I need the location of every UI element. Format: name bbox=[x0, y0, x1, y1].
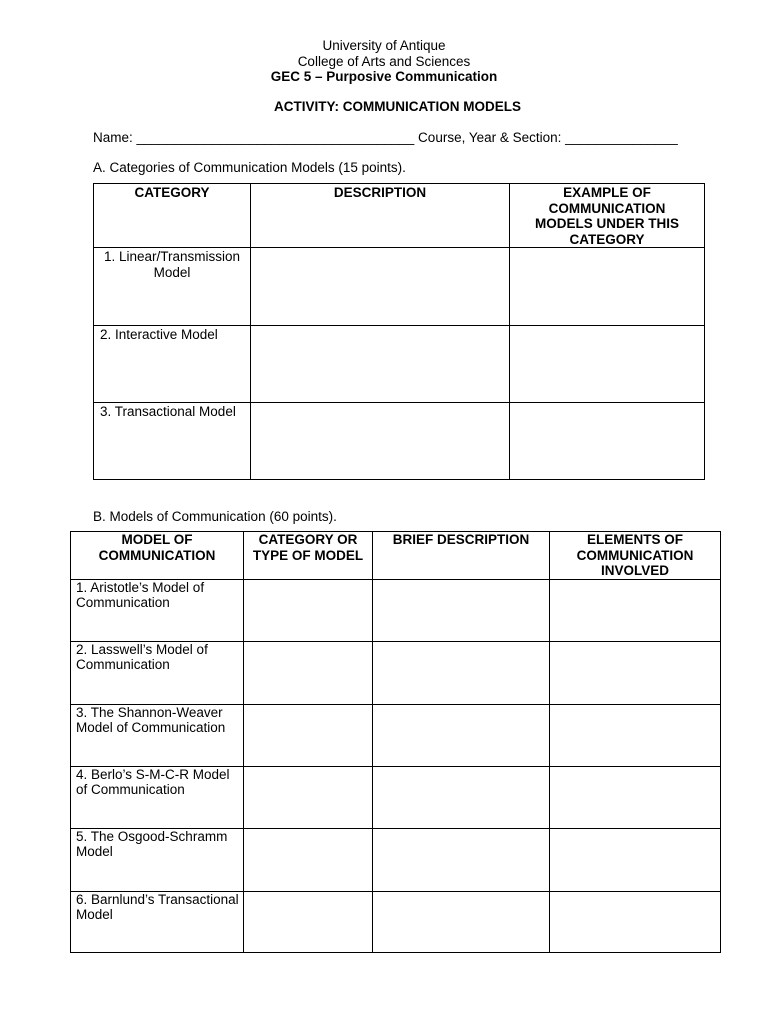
brief-description-input-cell[interactable] bbox=[373, 579, 550, 641]
model-cell: 2. Lasswell’s Model of Communication bbox=[71, 641, 244, 704]
table-row bbox=[71, 766, 721, 828]
elements-input-cell[interactable] bbox=[550, 704, 721, 766]
header-example: EXAMPLE OF COMMUNICATION MODELS UNDER THIS CATEGORY bbox=[510, 184, 705, 248]
table-row bbox=[94, 248, 705, 326]
table-header-row bbox=[71, 532, 721, 580]
table-row bbox=[71, 891, 721, 952]
brief-description-input-cell[interactable] bbox=[373, 828, 550, 891]
model-cell: 1. Aristotle’s Model of Communication bbox=[71, 579, 244, 641]
university-name: University of Antique bbox=[322, 38, 446, 53]
description-input-cell[interactable] bbox=[251, 248, 510, 326]
model-cell: 3. The Shannon-Weaver Model of Communication bbox=[71, 704, 244, 766]
brief-description-input-cell[interactable] bbox=[373, 641, 550, 704]
activity-title: ACTIVITY: COMMUNICATION MODELS bbox=[274, 99, 521, 114]
elements-input-cell[interactable] bbox=[550, 579, 721, 641]
brief-description-input-cell[interactable] bbox=[373, 704, 550, 766]
college-name: College of Arts and Sciences bbox=[297, 53, 471, 69]
name-course-line: Name: _____________________________________ Course, Year & Section: _______________ bbox=[93, 130, 678, 145]
example-input-cell[interactable] bbox=[510, 326, 705, 403]
category-cell: 1. Linear/Transmission Model bbox=[94, 248, 251, 326]
category-input-cell[interactable] bbox=[244, 704, 373, 766]
brief-description-input-cell[interactable] bbox=[373, 891, 550, 952]
model-cell: 4. Berlo’s S-M-C-R Model of Communication bbox=[71, 766, 244, 828]
categories-table bbox=[93, 183, 705, 480]
elements-input-cell[interactable] bbox=[550, 891, 721, 952]
category-cell: 3. Transactional Model bbox=[94, 403, 251, 480]
example-input-cell[interactable] bbox=[510, 403, 705, 480]
category-input-cell[interactable] bbox=[244, 766, 373, 828]
document-header bbox=[0, 38, 768, 85]
category-input-cell[interactable] bbox=[244, 641, 373, 704]
section-b-title: B. Models of Communication (60 points). bbox=[93, 509, 337, 524]
elements-input-cell[interactable] bbox=[550, 766, 721, 828]
model-cell: 5. The Osgood-Schramm Model bbox=[71, 828, 244, 891]
models-table bbox=[70, 531, 721, 953]
header-category-type: CATEGORY OR TYPE OF MODEL bbox=[244, 532, 373, 580]
header-description: DESCRIPTION bbox=[251, 184, 510, 248]
header-brief-description: BRIEF DESCRIPTION bbox=[373, 532, 550, 580]
description-input-cell[interactable] bbox=[251, 326, 510, 403]
table-header-row bbox=[94, 184, 705, 248]
table-row bbox=[94, 326, 705, 403]
category-cell: 2. Interactive Model bbox=[94, 326, 251, 403]
description-input-cell[interactable] bbox=[251, 403, 510, 480]
header-elements: ELEMENTS OF COMMUNICATION INVOLVED bbox=[550, 532, 721, 580]
table-row bbox=[94, 403, 705, 480]
example-input-cell[interactable] bbox=[510, 248, 705, 326]
course-title: GEC 5 – Purposive Communication bbox=[270, 69, 498, 84]
model-cell: 6. Barnlund’s Transactional Model bbox=[71, 891, 244, 952]
table-row bbox=[71, 828, 721, 891]
header-category: CATEGORY bbox=[94, 184, 251, 248]
category-input-cell[interactable] bbox=[244, 579, 373, 641]
table-row bbox=[71, 704, 721, 766]
category-input-cell[interactable] bbox=[244, 891, 373, 952]
brief-description-input-cell[interactable] bbox=[373, 766, 550, 828]
category-input-cell[interactable] bbox=[244, 828, 373, 891]
section-a-title: A. Categories of Communication Models (15 points). bbox=[93, 160, 406, 175]
table-row bbox=[71, 641, 721, 704]
header-model: MODEL OF COMMUNICATION bbox=[71, 532, 244, 580]
table-row bbox=[71, 579, 721, 641]
elements-input-cell[interactable] bbox=[550, 828, 721, 891]
elements-input-cell[interactable] bbox=[550, 641, 721, 704]
